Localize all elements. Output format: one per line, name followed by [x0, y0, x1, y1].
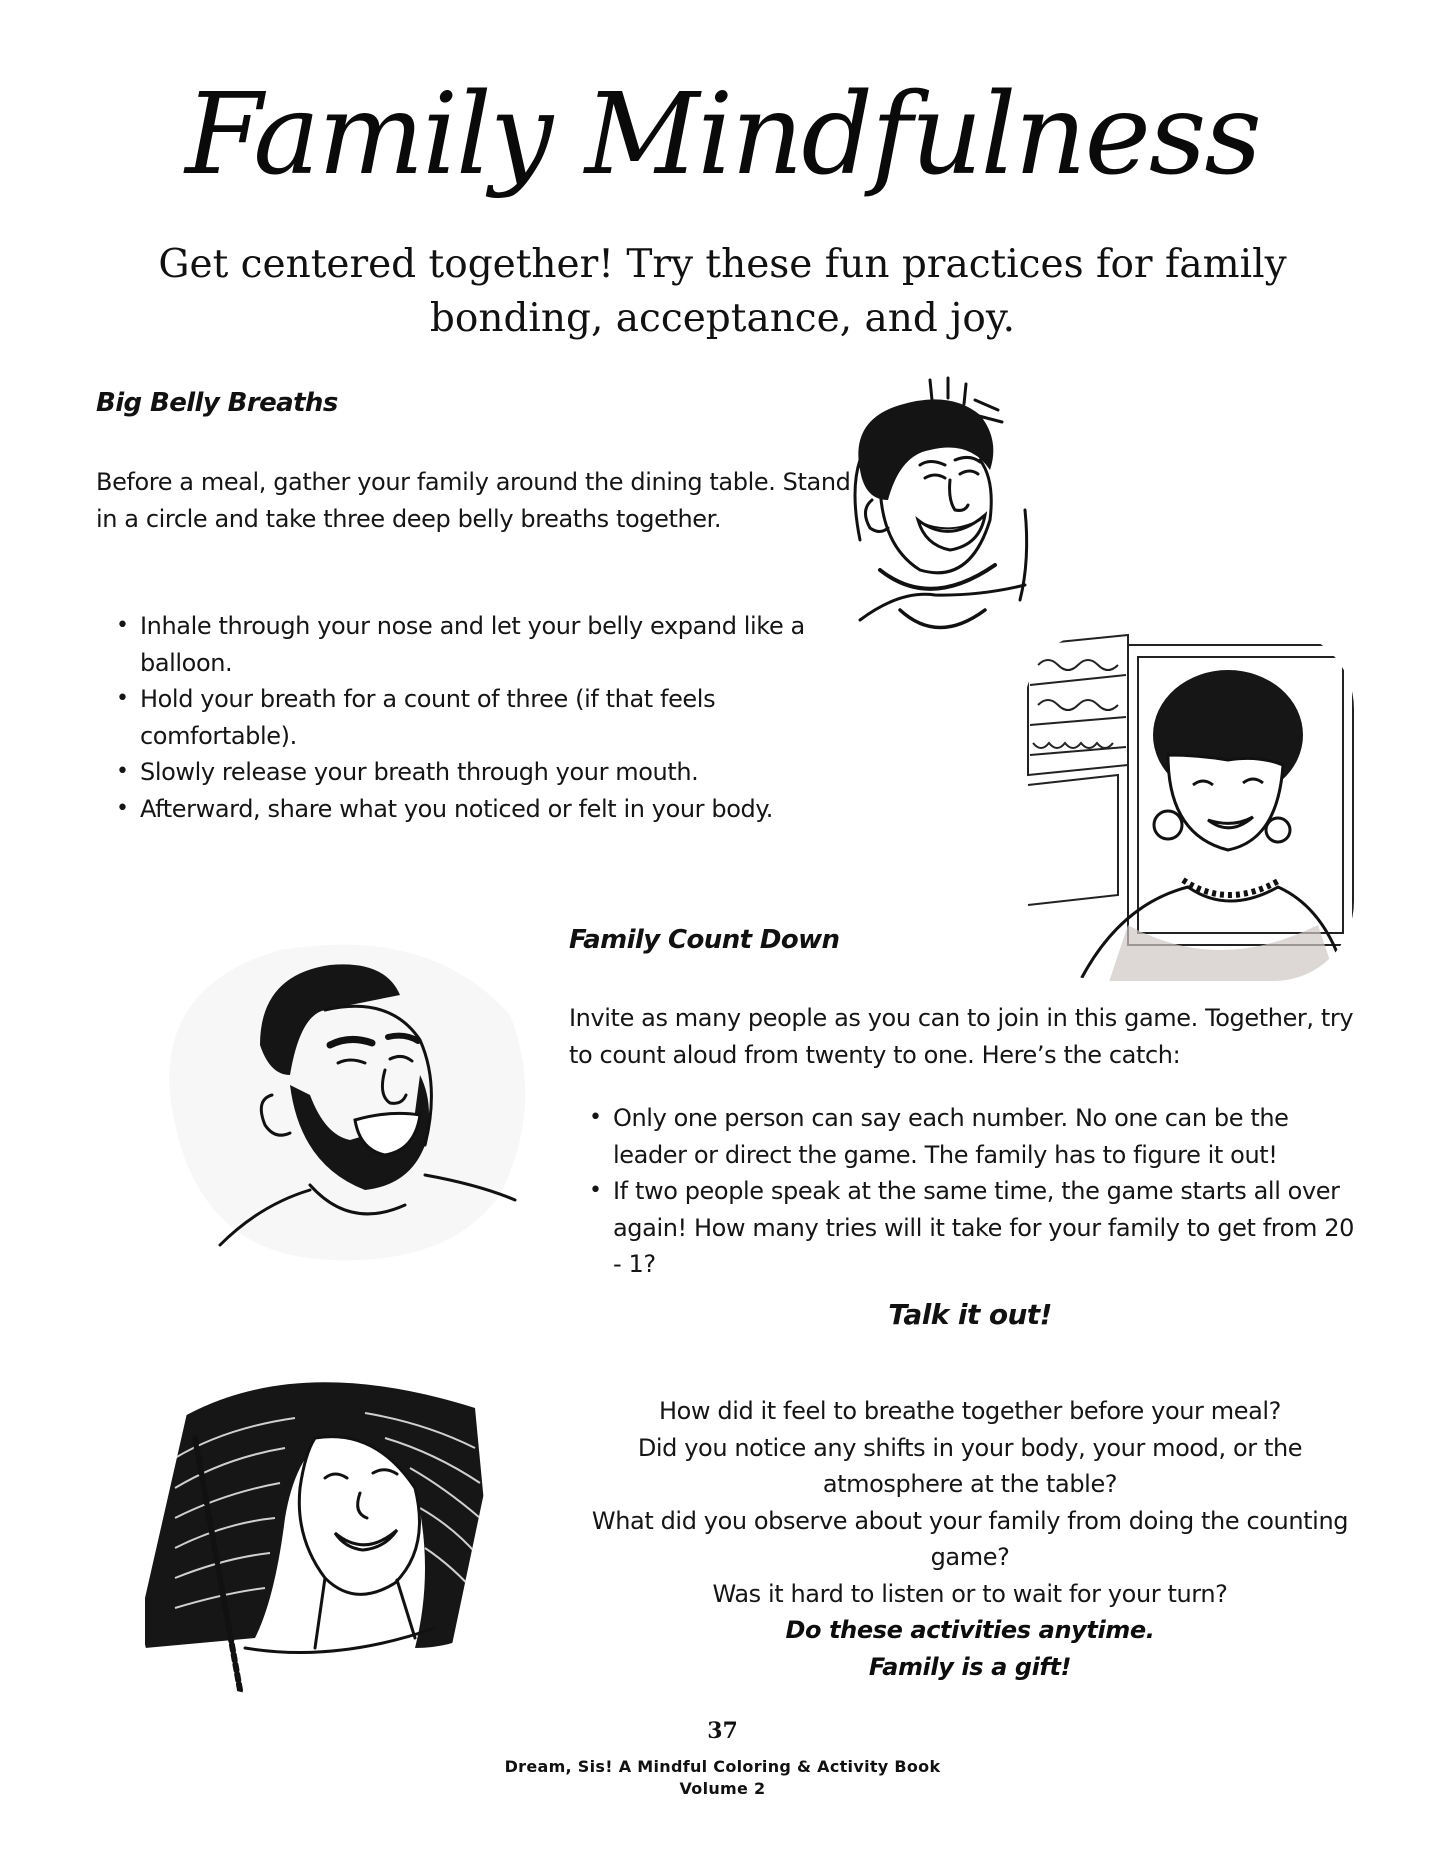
- section-intro-big-belly-breaths: [96, 464, 856, 537]
- intro-text: Before a meal, gather your family around the dining table. Stand in a circle and take three deep belly breaths together.: [96, 468, 851, 533]
- page-subtitle: Get centered together! Try these fun practices for family bonding, acceptance, and joy.: [158, 242, 1287, 341]
- section-intro-family-count-down: [569, 1000, 1369, 1073]
- list-item: • Hold your breath for a count of three (if that feels comfortable).: [96, 681, 836, 754]
- bullet-list-family-count-down: [569, 1100, 1369, 1283]
- smiling-woman-afro-illustration: [1018, 625, 1360, 985]
- closing-line: Family is a gift!: [868, 1652, 1072, 1681]
- laughing-bearded-man-icon: [150, 935, 535, 1265]
- laughing-woman-braids-icon: [135, 1318, 505, 1738]
- list-item: • If two people speak at the same time, the game starts all over again! How many tries will it take for your family to get from 20 - 1?: [569, 1173, 1369, 1283]
- talk-it-out-heading: Talk it out!: [888, 1298, 1052, 1331]
- page-number: 37: [707, 1718, 738, 1744]
- laughing-woman-braids-illustration: [135, 1318, 505, 1738]
- book-title: Dream, Sis! A Mindful Coloring & Activity Book: [504, 1757, 941, 1776]
- smiling-woman-afro-icon: [1018, 625, 1360, 985]
- intro-text: Invite as many people as you can to join in this game. Together, try to count aloud from twenty to one. Here’s the catch:: [569, 1004, 1354, 1069]
- bullet-list-big-belly-breaths: [96, 608, 836, 827]
- talk-it-out-questions: [580, 1393, 1360, 1685]
- list-item: • Inhale through your nose and let your belly expand like a balloon.: [96, 608, 836, 681]
- question: Did you notice any shifts in your body, your mood, or the atmosphere at the table?: [637, 1433, 1303, 1498]
- section-heading-family-count-down: Family Count Down: [569, 925, 840, 955]
- closing-line: Do these activities anytime.: [785, 1616, 1155, 1644]
- laughing-bearded-man-illustration: [150, 935, 535, 1265]
- book-volume: Volume 2: [679, 1779, 766, 1798]
- page-title: Family Mindfulness: [185, 70, 1260, 200]
- section-heading-big-belly-breaths: Big Belly Breaths: [96, 388, 338, 418]
- list-item: • Only one person can say each number. No one can be the leader or direct the game. The family has to figure it out!: [569, 1100, 1369, 1173]
- question: What did you observe about your family from doing the counting game?: [591, 1506, 1349, 1571]
- question: How did it feel to breathe together before your meal?: [658, 1397, 1282, 1425]
- question: Was it hard to listen or to wait for your turn?: [712, 1579, 1228, 1608]
- book-footer: [0, 1756, 1445, 1800]
- list-item: • Afterward, share what you noticed or felt in your body.: [96, 791, 836, 828]
- list-item: • Slowly release your breath through your mouth.: [96, 754, 836, 791]
